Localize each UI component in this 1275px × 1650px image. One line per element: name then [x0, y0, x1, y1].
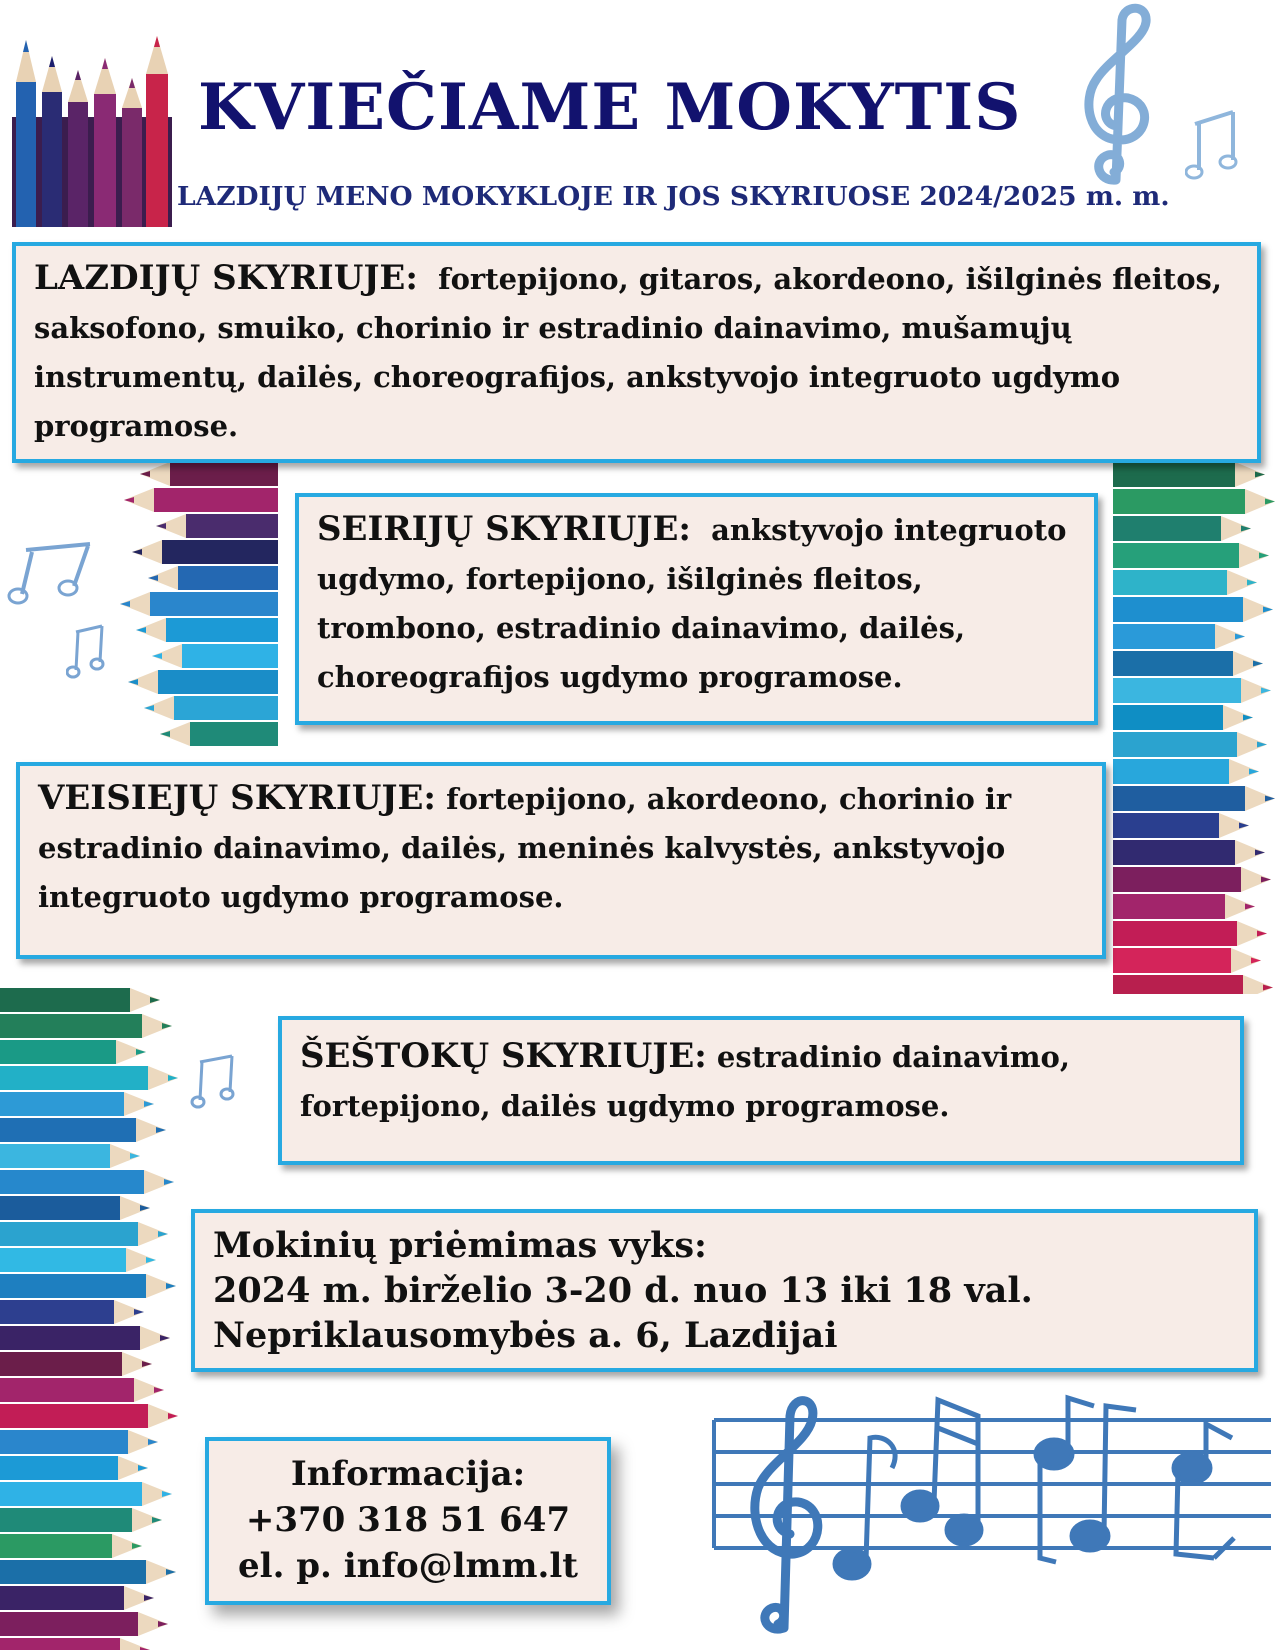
branch-name: VEISIEJŲ SKYRIUJE:	[38, 778, 436, 818]
pencil-decoration	[132, 1543, 142, 1549]
pencil-decoration	[156, 1127, 166, 1133]
pencil-decoration	[0, 1560, 146, 1584]
pencil-decoration	[146, 1257, 156, 1263]
pencil-decoration	[1257, 742, 1267, 748]
pencil-decoration	[0, 1586, 124, 1610]
pencil-decoration	[158, 670, 278, 694]
pencil-decoration	[166, 618, 278, 642]
pencil-decoration	[120, 601, 130, 607]
pencil-decoration	[166, 1283, 176, 1289]
pencil-decoration	[1243, 975, 1273, 994]
pencil-decoration	[1261, 688, 1271, 694]
pencil-decoration	[160, 731, 170, 737]
pencil-decoration	[1265, 499, 1275, 505]
pencil-decoration	[0, 1404, 148, 1428]
pencil-decoration	[156, 523, 166, 529]
pencil-decoration	[0, 1300, 114, 1324]
pencil-decoration	[0, 1352, 122, 1376]
branch-box-lazdijai	[12, 242, 1261, 463]
pencil-decoration	[0, 1378, 134, 1402]
pencil-decoration	[136, 1049, 146, 1055]
pencil-decoration	[1265, 796, 1275, 802]
pencil-decoration	[0, 1118, 136, 1142]
pencil-decoration	[1247, 580, 1257, 586]
pencil-decoration	[1113, 921, 1237, 946]
branch-box-seirijai	[295, 493, 1098, 725]
admission-date: 2024 m. birželio 3-20 d. nuo 13 iki 18 val.	[213, 1270, 1033, 1311]
pencil-decoration	[138, 1465, 148, 1471]
pencil-decoration	[152, 1517, 162, 1523]
pencil-decoration	[1113, 489, 1245, 514]
pencil-decoration	[142, 1361, 152, 1367]
pencil-decoration	[0, 1248, 126, 1272]
pencil-decoration	[1113, 840, 1235, 865]
pencil-decoration	[1113, 651, 1233, 676]
page-subtitle: LAZDIJŲ MENO MOKYKLOJE IR JOS SKYRIUOSE 2024/2025 m. m.	[177, 181, 1170, 212]
pencil-decoration	[190, 722, 278, 746]
pencil-decoration	[136, 627, 146, 633]
pencil-decoration	[0, 1274, 146, 1298]
pencil-decoration	[144, 1101, 154, 1107]
pencil-decoration	[1245, 904, 1255, 910]
pencil-decoration	[154, 1387, 164, 1393]
admission-box	[191, 1209, 1258, 1372]
pencil-decoration	[1113, 786, 1245, 811]
pencil-decoration	[186, 514, 278, 538]
pencil-decoration	[130, 1153, 140, 1159]
pencil-decoration	[0, 1040, 116, 1064]
pencil-decoration	[0, 1430, 128, 1454]
pencil-decoration	[1257, 931, 1267, 937]
branch-programs: fortepijono, gitaros, akordeono, išilginės fleitos, saksofono, smuiko, chorinio ir estradinio dainavimo, mušamųjų instrumentų, dailės, choreografijos, ankstyvojo integruoto ugdymo programose.	[34, 262, 1222, 443]
pencil-decoration	[162, 1491, 172, 1497]
pencil-decoration	[1113, 516, 1221, 541]
pencil-decoration	[0, 1482, 142, 1506]
pencil-decoration	[0, 1638, 120, 1650]
pencil-decoration	[1235, 634, 1245, 640]
pencil-decoration	[134, 1309, 144, 1315]
info-email[interactable]: el. p. info@lmm.lt	[238, 1546, 578, 1586]
info-heading: Informacija:	[290, 1454, 526, 1494]
pencil-decoration	[144, 705, 154, 711]
pencil-decoration	[1113, 678, 1241, 703]
info-phone[interactable]: +370 318 51 647	[245, 1500, 571, 1540]
pencil-decoration	[164, 1179, 174, 1185]
pencil-decoration	[1263, 607, 1273, 613]
pencil-decoration	[0, 1326, 140, 1350]
pencil-decoration	[132, 549, 142, 555]
info-box	[205, 1437, 611, 1605]
pencil-decoration	[0, 1456, 118, 1480]
pencil-decoration	[1113, 570, 1227, 595]
pencil-decoration	[1113, 894, 1225, 919]
pencil-decoration	[0, 1066, 148, 1090]
pencil-decoration	[1113, 813, 1219, 838]
pencil-decoration	[168, 1075, 178, 1081]
branch-programs: fortepijono, akordeono, chorinio ir estradinio dainavimo, dailės, meninės kalvystės, ankstyvojo integruoto ugdymo programose.	[38, 782, 1012, 914]
pencil-decoration	[0, 1508, 132, 1532]
pencil-decoration	[1255, 850, 1265, 856]
pencil-decoration	[168, 1413, 178, 1419]
pencil-decoration	[1239, 823, 1249, 829]
pencil-decoration	[174, 696, 278, 720]
branch-box-veisiejai	[16, 762, 1106, 959]
pencil-decoration	[1261, 877, 1271, 883]
pencil-decoration	[1113, 624, 1215, 649]
pencil-decoration	[1113, 948, 1231, 973]
pencil-decoration	[1243, 715, 1253, 721]
pencil-decoration	[0, 1092, 124, 1116]
music-staff	[706, 1388, 1275, 1650]
pencil-decoration	[0, 1612, 138, 1636]
branch-programs: estradinio dainavimo, fortepijono, dailės ugdymo programose.	[300, 1040, 1070, 1123]
admission-heading: Mokinių priėmimas vyks:	[213, 1225, 707, 1266]
pencil-decoration	[152, 653, 162, 659]
pencil-decoration	[1113, 597, 1243, 622]
pencil-decoration	[144, 1595, 154, 1601]
pencil-decoration	[0, 1222, 138, 1246]
pencil-decoration	[1113, 732, 1237, 757]
pencil-decoration	[158, 1621, 168, 1627]
branch-name: ŠEŠTOKŲ SKYRIUJE:	[300, 1036, 707, 1076]
pencil-decoration	[1241, 526, 1251, 532]
pencil-decoration	[1113, 462, 1235, 487]
treble-clef-icon	[1058, 0, 1168, 190]
pencil-decoration	[0, 988, 130, 1012]
pencil-decoration	[1113, 705, 1223, 730]
pencil-decoration	[0, 1144, 110, 1168]
pencil-decoration	[178, 566, 278, 590]
branch-name: SEIRIJŲ SKYRIUJE:	[317, 509, 691, 549]
pencil-decoration	[0, 1170, 144, 1194]
pencils-right	[1113, 462, 1275, 994]
pencil-decoration	[0, 1014, 142, 1038]
pencil-decoration	[1249, 769, 1259, 775]
pencil-decoration	[154, 488, 278, 512]
music-note-icon	[66, 622, 111, 682]
pencil-decoration	[166, 1569, 176, 1575]
music-note-icon	[6, 540, 96, 610]
pencil-decoration	[120, 1638, 150, 1650]
pencil-decoration	[128, 679, 138, 685]
branch-programs: ankstyvojo integruoto ugdymo, fortepijono, išilginės fleitos, trombono, estradinio dainavimo, dailės, choreografijos ugdymo programose.	[317, 513, 1067, 694]
pencil-decoration	[124, 497, 134, 503]
pencil-decoration	[1255, 472, 1265, 478]
pencil-decoration	[140, 471, 150, 477]
branch-box-sestokai	[278, 1016, 1244, 1165]
pencil-decoration	[1113, 867, 1241, 892]
page-title: KVIEČIAME MOKYTIS	[198, 70, 1022, 145]
pencil-decoration	[150, 997, 160, 1003]
pencils-left-middle	[120, 462, 278, 762]
pencil-decoration	[1113, 975, 1243, 994]
pencil-decoration	[170, 462, 278, 486]
pencil-decoration	[148, 575, 158, 581]
pencil-decoration	[150, 592, 278, 616]
pencil-decoration	[160, 1335, 170, 1341]
pencil-decoration	[182, 644, 278, 668]
pencils-top-left	[12, 22, 172, 227]
pencil-decoration	[162, 1023, 172, 1029]
pencil-decoration	[1259, 553, 1269, 559]
admission-address: Nepriklausomybės a. 6, Lazdijai	[213, 1315, 838, 1356]
pencil-decoration	[1253, 661, 1263, 667]
branch-name: LAZDIJŲ SKYRIUJE:	[34, 258, 418, 298]
music-note-icon	[1185, 104, 1245, 184]
pencil-decoration	[0, 1196, 120, 1220]
music-note-icon	[190, 1052, 240, 1112]
pencil-decoration	[162, 540, 278, 564]
pencil-decoration	[0, 1534, 112, 1558]
pencil-decoration	[1113, 759, 1229, 784]
pencil-decoration	[158, 1231, 168, 1237]
pencil-decoration	[148, 1439, 158, 1445]
pencil-decoration	[1263, 985, 1273, 991]
pencil-decoration	[140, 1205, 150, 1211]
pencils-bottom-left	[0, 988, 180, 1650]
pencil-decoration	[1251, 958, 1261, 964]
pencil-decoration	[1113, 543, 1239, 568]
